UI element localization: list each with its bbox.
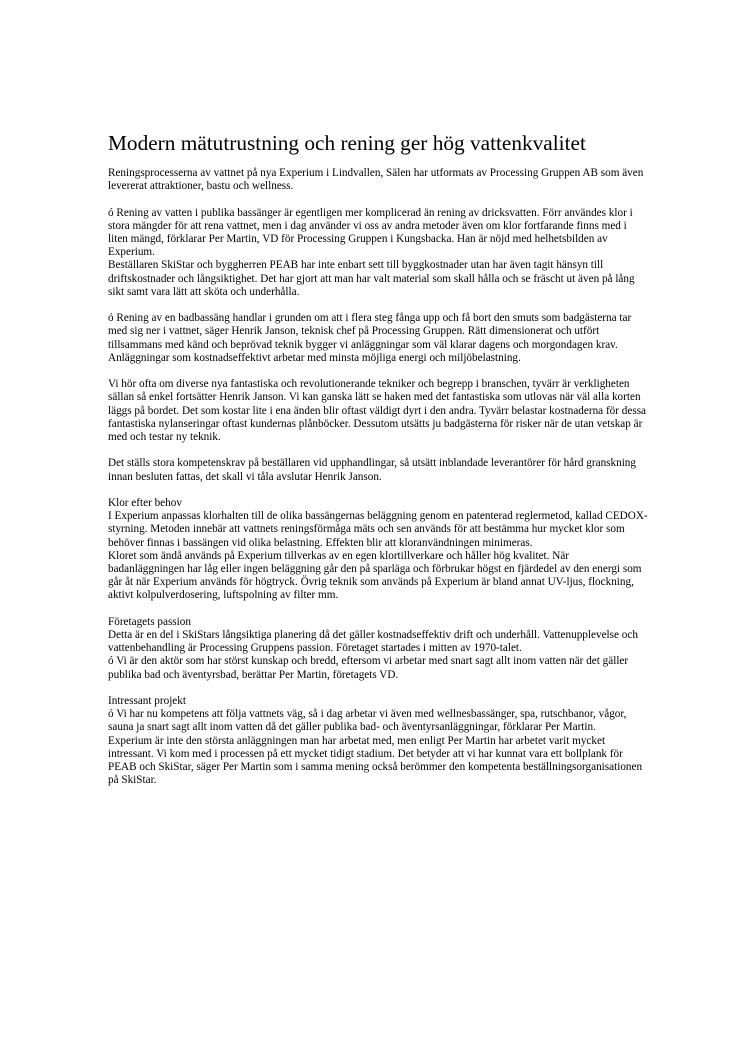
paragraph-spacer [108, 444, 648, 457]
article-title: Modern mätutrustning och rening ger hög vattenkvalitet [108, 131, 586, 155]
body-paragraph: ó Rening av vatten i publika bassänger är egentligen mer komplicerad än rening av dricksvatten. Förr användes klor i stora mängder för att rena vattnet, men i dag använder vi oss av andra metoder även om klor fortfarande finns med i liten mängd, förklarar Per Martin, VD för Processing Gruppen i Kungsbacka. Han är nöjd med helhetsbilden av Experium. [108, 206, 633, 259]
paragraph-spacer [108, 484, 648, 497]
body-paragraph: ó Rening av en badbassäng handlar i grunden om att i flera steg fånga upp och få bort den smuts som badgästerna tar med sig ner i vattnet, säger Henrik Janson, teknisk chef på Processing Gruppen. Rätt dimensionerat och utfört tillsammans med känd och beprövad teknik bygger vi anläggningar som väl klarar dagens och morgondagen krav. Anläggningar som kostnadseffektivt arbetar med minsta möjliga energi och miljöbelastning. [108, 312, 632, 364]
body-paragraph: Detta är en del i SkiStars långsiktiga planering då det gäller kostnadseffektiv drift och underhåll. Vattenupplevelse och vattenbehandling är Processing Gruppens passion. Företaget startades i mitten av 1970-talet. [108, 629, 638, 655]
paragraph-spacer [108, 299, 648, 312]
section-heading: Intressant projekt [108, 695, 186, 708]
body-paragraph: ó Vi är den aktör som har störst kunskap och bredd, eftersom vi arbetar med snart sagt allt inom vatten när det gäller publika bad och äventyrsbad, berättar Per Martin, företagets VD. [108, 655, 629, 681]
paragraph-spacer [108, 365, 648, 378]
article-body [108, 167, 648, 787]
section-heading: Klor efter behov [108, 497, 182, 509]
paragraph-spacer [108, 682, 648, 695]
body-paragraph: Kloret som ändå används på Experium tillverkas av en egen klortillverkare och håller hög kvalitet. När badanläggningen har låg eller ingen beläggning går den på sparläga och förbrukar högst en fjärdedel av den energi som går åt när Experium används för högtryck. Övrig teknik som används på Experium är bland annat UV-ljus, flockning, aktivt kolpulverdosering, luftspolning av filter mm. [108, 549, 642, 602]
body-paragraph: Det ställs stora kompetenskrav på beställaren vid upphandlingar, så utsätt inblandade leverantörer för hård granskning innan besluten fattas, det skall vi tåla avslutar Henrik Janson. [108, 457, 636, 483]
intro-paragraph: Reningsprocesserna av vattnet på nya Experium i Lindvallen, Sälen har utformats av Processing Gruppen AB som även levererat attraktioner, bastu och wellness. [108, 167, 644, 193]
body-paragraph: ó Vi har nu kompetens att följa vattnets väg, så i dag arbetar vi även med wellnesbassänger, spa, rutschbanor, vågor, sauna ja snart sagt allt inom vatten då det gäller publika bad- och äventyrsanläggningar, förklarar Per Martin. [108, 708, 627, 734]
paragraph-spacer [108, 603, 648, 616]
body-paragraph: Experium är inte den största anläggningen man har arbetat med, men enligt Per Martin har arbetet varit mycket intressant. Vi kom med i processen på ett mycket tidigt stadium. Det betyder att vi har kunnat vara ett bollplank för PEAB och SkiStar, säger Per Martin som i samma mening också berömmer den kompetenta beställningsorganisationen på SkiStar. [108, 734, 643, 787]
paragraph-spacer [108, 193, 648, 206]
body-paragraph: Vi hör ofta om diverse nya fantastiska och revolutionerande tekniker och begrepp i branschen, tyvärr är verkligheten sällan så enkel fortsätter Henrik Janson. Vi kan ganska lätt se haken med det fantastiska som utlovas när väl alla korten läggs på bordet. Det som kostar lite i ena änden blir oftast väldigt dyrt i den andra. Tyvärr belastar kostnaderna för dessa fantastiska nylanseringar oftast kundernas plånböcker. Dessutom utsätts ju badgästerna för risker när de utan vetskap är med och testar ny teknik. [108, 378, 647, 444]
section-heading: Företagets passion [108, 615, 191, 628]
body-paragraph: I Experium anpassas klorhalten till de olika bassängernas beläggning genom en patenterad reglermetod, kallad CEDOX-styrning. Metoden innebär att vattnets reningsförmåga mäts och sen används för att bestämma hur mycket klor som behöver finnas i bassängen vid olika belastning. Effekten blir att kloranvändningen minimeras. [108, 510, 648, 549]
body-paragraph: Beställaren SkiStar och byggherren PEAB har inte enbart sett till byggkostnader utan har även tagit hänsyn till driftskostnader och långsiktighet. Det har gjort att man har valt material som skall hålla och se fräscht ut även på lång sikt samt vara lätt att sköta och underhålla. [108, 259, 635, 298]
document-page [108, 128, 648, 787]
